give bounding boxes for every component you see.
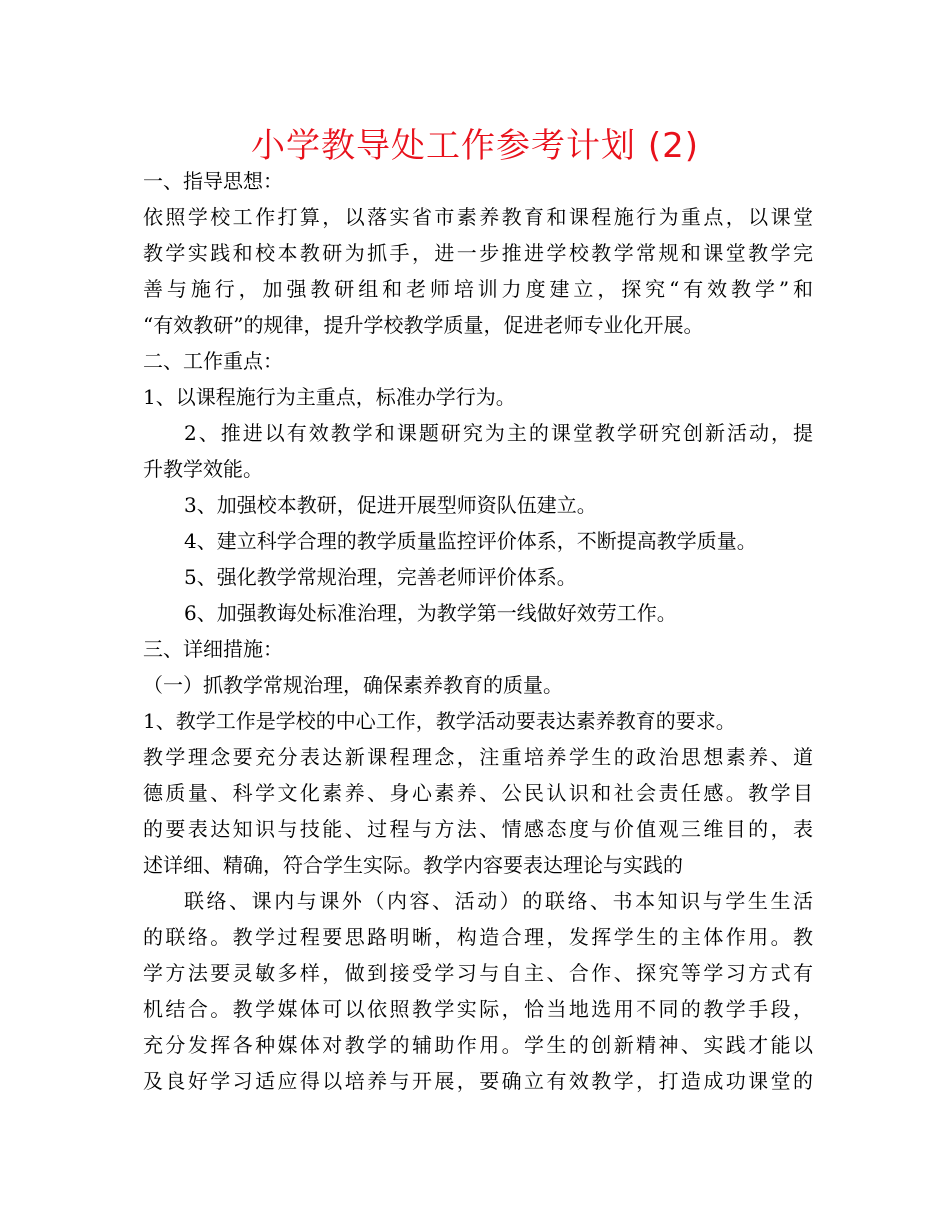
document-title: 小学教导处工作参考计划 (2) [251,126,699,166]
text-line: 6、加强教诲处标准治理，为教学第一线做好效劳工作。 [184,601,677,625]
text-line: 2、推进以有效教学和课题研究为主的课堂教学研究创新活动，提 [184,421,813,445]
document-body [143,163,813,1099]
text-line: 善与施行，加强教研组和老师培训力度建立，探究“有效教学”和 [143,277,813,301]
text-line: 升教学效能。 [143,457,263,481]
text-line: 3、加强校本教研，促进开展型师资队伍建立。 [184,493,597,517]
text-line: 的要表达知识与技能、过程与方法、情感态度与价值观三维目的，表 [143,817,813,841]
text-line: 一、指导思想： [143,169,283,193]
text-line: 德质量、科学文化素养、身心素养、公民认识和社会责任感。教学目 [143,781,813,805]
text-line: 机结合。教学媒体可以依照教学实际，恰当地选用不同的教学手段， [143,997,813,1021]
text-line: “有效教研”的规律，提升学校教学质量，促进老师专业化开展。 [143,313,704,337]
text-line: （一）抓教学常规治理，确保素养教育的质量。 [143,673,563,697]
text-line: 4、建立科学合理的教学质量监控评价体系，不断提高教学质量。 [184,529,757,553]
text-line: 联络、课内与课外（内容、活动）的联络、书本知识与学生生活 [184,889,813,913]
text-line: 充分发挥各种媒体对教学的辅助作用。学生的创新精神、实践才能以 [143,1033,813,1057]
text-line: 三、详细措施： [143,637,283,661]
text-line: 教学理念要充分表达新课程理念，注重培养学生的政治思想素养、道 [143,745,813,769]
text-line: 1、教学工作是学校的中心工作，教学活动要表达素养教育的要求。 [143,709,736,733]
text-line: 的联络。教学过程要思路明晰，构造合理，发挥学生的主体作用。教 [143,925,813,949]
text-line: 述详细、精确，符合学生实际。教学内容要表达理论与实践的 [143,853,683,877]
text-line: 二、工作重点： [143,349,283,373]
text-line: 5、强化教学常规治理，完善老师评价体系。 [184,565,577,589]
text-line: 及良好学习适应得以培养与开展，要确立有效教学，打造成功课堂的 [143,1069,813,1093]
text-line: 教学实践和校本教研为抓手，进一步推进学校教学常规和课堂教学完 [143,241,813,265]
text-line: 1、以课程施行为主重点，标准办学行为。 [143,385,516,409]
text-line: 学方法要灵敏多样，做到接受学习与自主、合作、探究等学习方式有 [143,961,813,985]
text-line: 依照学校工作打算，以落实省市素养教育和课程施行为重点，以课堂 [143,205,813,229]
